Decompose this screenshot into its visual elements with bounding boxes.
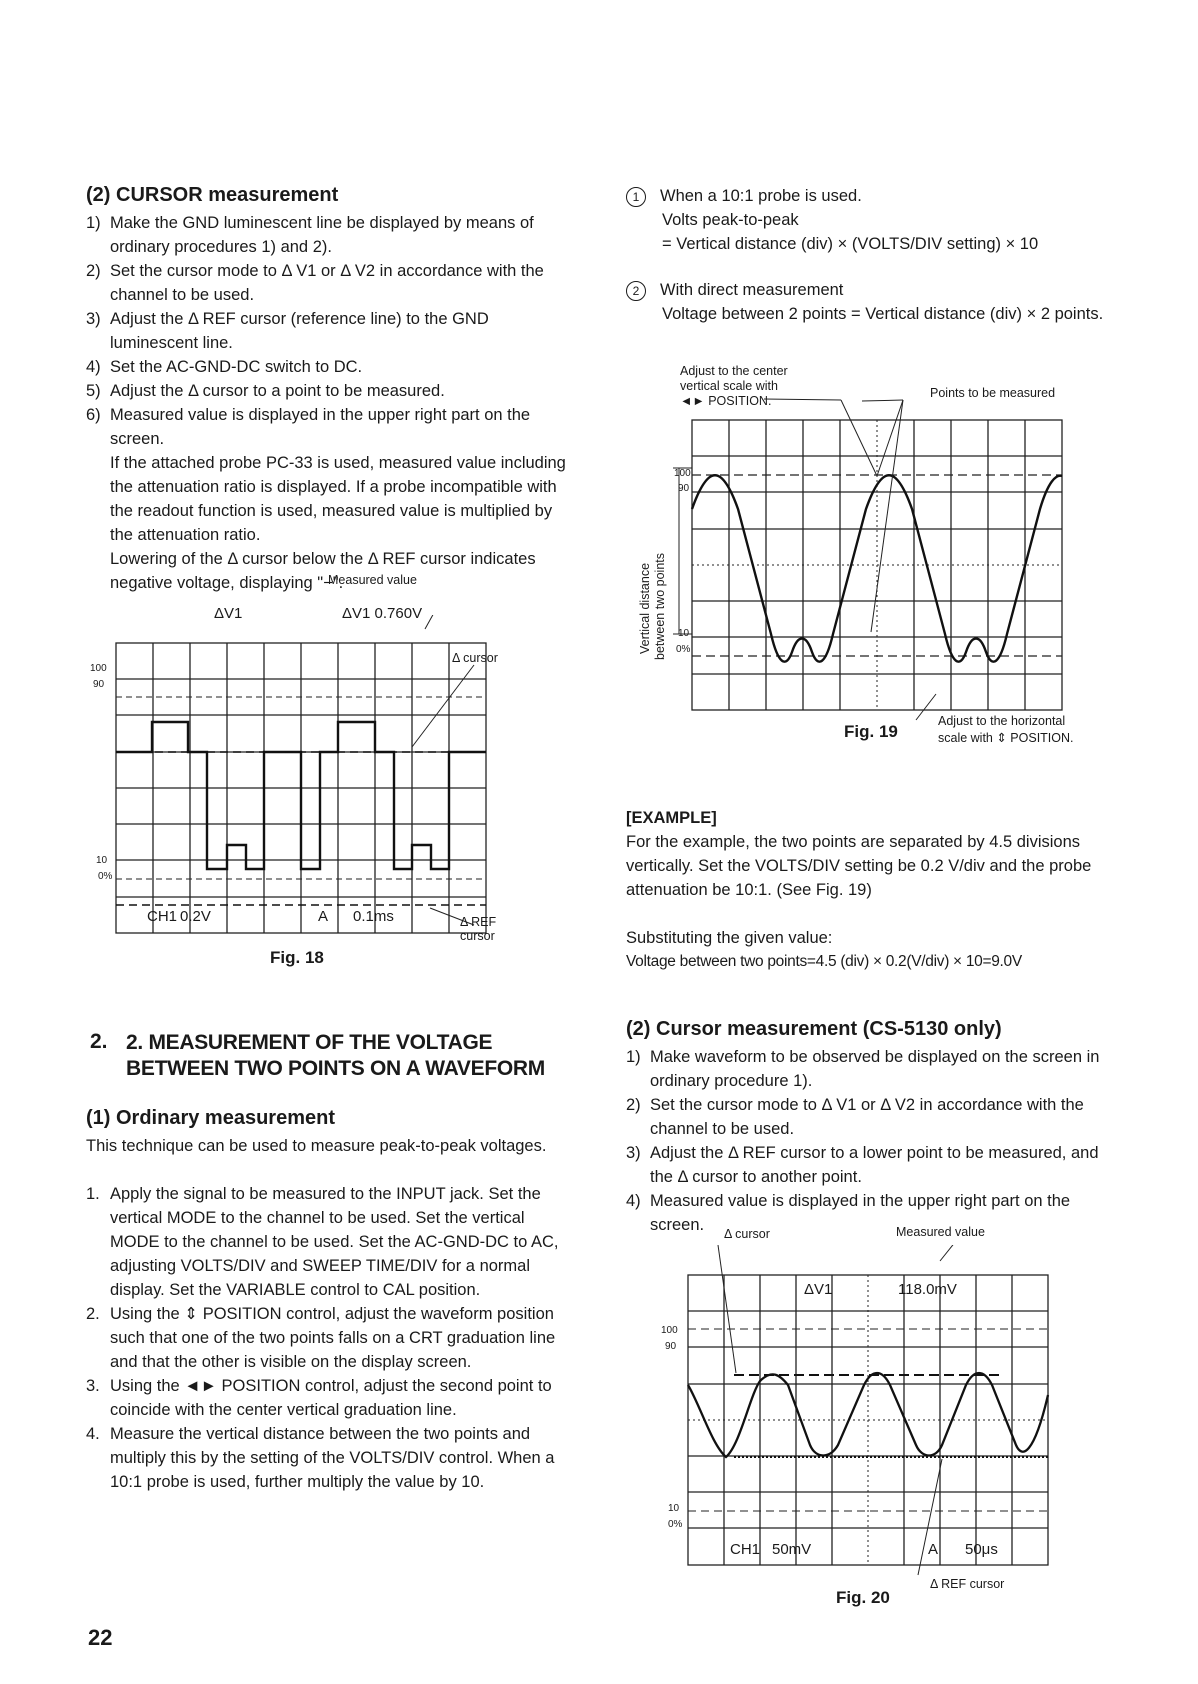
list-item: 4) Measured value is displayed in the upper right part on the screen. xyxy=(626,1192,1071,1234)
fig18 xyxy=(90,573,550,945)
ordinary-measurement-heading: (1) Ordinary measurement xyxy=(86,1107,335,1129)
direct-text: Voltage between 2 points = Vertical distance (div) × 2 points. xyxy=(662,305,1104,323)
fig20-cursor-label: Δ cursor xyxy=(724,1227,770,1241)
probe-note-2: = Vertical distance (div) × (VOLTS/DIV setting) × 10 xyxy=(662,235,1039,253)
fig19-scale-10: 10 xyxy=(678,628,690,639)
probe-note-1: Volts peak-to-peak xyxy=(662,211,799,229)
fig18-dv1-label: ΔV1 xyxy=(214,605,243,622)
fig19-scale-0: 0% xyxy=(676,644,691,655)
section-2-heading: 2. MEASUREMENT OF THE VOLTAGE BETWEEN TWO POINTS ON A WAVEFORM xyxy=(126,1031,545,1080)
fig18-a-value: 0.1ms xyxy=(353,908,394,925)
fig18-readout: ΔV1 0.760V xyxy=(342,605,423,622)
fig20-scale-10: 10 xyxy=(668,1503,680,1514)
fig19-adjust-h-1: Adjust to the horizontal xyxy=(938,714,1066,728)
fig20-measured-value-label: Measured value xyxy=(896,1225,985,1239)
list-item: 2) Set the cursor mode to Δ V1 or Δ V2 in accordance with the channel to be used. xyxy=(626,1096,1084,1138)
fig19-adjust-center-2: vertical scale with xyxy=(680,379,778,393)
example-text: For the example, the two points are separated by 4.5 divisions vertically. Set the VOLTS/DIV setting be 0.2 V/div and the probe attenuation be 10:1. (See Fig. 19) xyxy=(626,833,1092,899)
section-2: 2. 2. MEASUREMENT OF THE VOLTAGE BETWEEN TWO POINTS ON A WAVEFORM xyxy=(90,1030,570,1082)
fig20-ref-cursor-label: Δ REF cursor xyxy=(930,1577,1005,1591)
fig18-ref-cursor-label-2: cursor xyxy=(460,929,495,943)
fig18-scale-0: 0% xyxy=(98,871,113,882)
fig19-scale-100: 100 xyxy=(674,468,691,479)
example-block xyxy=(626,806,1112,974)
substituting-text: Substituting the given value: xyxy=(626,929,833,947)
circle-number-2: 2 xyxy=(626,281,646,301)
list-item: 4) Set the AC-GND-DC switch to DC. xyxy=(86,358,363,376)
fig20-a-label: A xyxy=(928,1541,939,1558)
fig20-caption: Fig. 20 xyxy=(836,1588,890,1607)
fig20-dv1-label: ΔV1 xyxy=(804,1281,833,1298)
list-item: 2. Using the ⇕ POSITION control, adjust the waveform position such that one of the two points falls on a CRT graduation line and that the other is visible on the display screen. xyxy=(86,1305,556,1371)
fig18-a-label: A xyxy=(318,908,329,925)
cursor-cs5130-steps xyxy=(626,1045,1112,1237)
fig20-ch-label: CH1 xyxy=(730,1541,761,1558)
fig20-scale-0: 0% xyxy=(668,1519,683,1530)
fig19-vertical-label-2: between two points xyxy=(653,552,667,660)
fig20 xyxy=(660,1225,1100,1605)
list-item: 3) Adjust the Δ REF cursor to a lower point to be measured, and the Δ cursor to another point. xyxy=(626,1144,1099,1186)
direct-block xyxy=(626,278,1112,326)
fig18-caption: Fig. 18 xyxy=(270,948,324,967)
ordinary-steps-list xyxy=(86,1182,572,1494)
fig18-cursor-label: Δ cursor xyxy=(452,651,498,665)
fig18-scale-90: 90 xyxy=(93,679,105,690)
fig18-scale-10: 10 xyxy=(96,855,108,866)
cursor-cs5130 xyxy=(626,1018,1112,1237)
list-item: 5) Adjust the Δ cursor to a point to be measured. xyxy=(86,382,445,400)
fig20-scale-100: 100 xyxy=(661,1325,678,1336)
fig20-scope-screen xyxy=(660,1245,1100,1605)
fig19-vertical-label-1: Vertical distance xyxy=(638,562,652,654)
example-heading: [EXAMPLE] xyxy=(626,809,717,827)
cursor-measurement-heading: (2) CURSOR measurement xyxy=(86,184,339,206)
ordinary-intro: This technique can be used to measure peak-to-peak voltages. xyxy=(86,1137,547,1155)
probe-note-title: When a 10:1 probe is used. xyxy=(660,187,862,205)
fig20-scale-90: 90 xyxy=(665,1341,677,1352)
circle-number-1: 1 xyxy=(626,187,646,207)
list-item: 2) Set the cursor mode to Δ V1 or Δ V2 in accordance with the channel to be used. xyxy=(86,262,544,304)
fig19-scale-90: 90 xyxy=(678,483,690,494)
list-item: 6) Measured value is displayed in the upper right part on the screen. xyxy=(86,406,531,448)
cursor-steps-list xyxy=(86,211,566,451)
fig18-ch-label: CH1 xyxy=(147,908,178,925)
fig18-scale-100: 100 xyxy=(90,663,107,674)
negative-note: Lowering of the Δ cursor below the Δ REF cursor indicates negative voltage, displaying "−". xyxy=(110,550,536,592)
direct-title: With direct measurement xyxy=(660,281,844,299)
fig19-adjust-h-2: scale with ⇕ POSITION. xyxy=(938,731,1074,745)
ordinary-measurement xyxy=(86,1107,566,1494)
right-column-top xyxy=(626,184,1112,326)
fig18-ch-value: 0.2V xyxy=(180,908,211,925)
list-item: 1) Make the GND luminescent line be displayed by means of ordinary procedures 1) and 2). xyxy=(86,214,534,256)
left-column xyxy=(86,184,566,595)
probe-note: If the attached probe PC-33 is used, measured value including the attenuation ratio is displayed. If a probe incompatible with the readout function is used, measured value is multiplied by the attenuation ratio. xyxy=(110,454,566,544)
fig20-ch-value: 50mV xyxy=(772,1541,812,1558)
probe-note-block xyxy=(626,184,1112,256)
list-item: 1) Make waveform to be observed be displayed on the screen in ordinary procedure 1). xyxy=(626,1048,1100,1090)
fig19-adjust-center-1: Adjust to the center xyxy=(680,364,788,378)
formula-text: Voltage between two points=4.5 (div) × 0.2(V/div) × 10=9.0V xyxy=(626,953,1022,970)
list-item: 4. Measure the vertical distance between the two points and multiply this by the setting of the VOLTS/DIV control. When a 10:1 probe is used, further multiply the value by 10. xyxy=(86,1425,555,1491)
cursor-cs5130-heading: (2) Cursor measurement (CS-5130 only) xyxy=(626,1018,1002,1040)
fig19-scope-screen xyxy=(626,364,1106,754)
fig19-adjust-center-3: ◄► POSITION. xyxy=(680,394,772,408)
page-number: 22 xyxy=(88,1625,113,1650)
list-item: 3. Using the ◄► POSITION control, adjust the second point to coincide with the center vertical graduation line. xyxy=(86,1377,552,1419)
fig18-ref-cursor-label-1: Δ REF xyxy=(460,915,497,929)
fig19-points-label: Points to be measured xyxy=(930,386,1056,400)
fig19 xyxy=(626,364,1106,754)
fig19-caption: Fig. 19 xyxy=(844,722,898,741)
fig18-measured-value-label: Measured value xyxy=(328,573,417,587)
list-item: 1. Apply the signal to be measured to the INPUT jack. Set the vertical MODE to the channel to be used. Set the vertical MODE to the channel to be used. Set the AC-GND-DC to AC, adjusting VOLTS/DIV and SWEEP TIME/DIV for a normal display. Set the VARIABLE control to CAL position. xyxy=(86,1185,559,1299)
fig20-readout: 118.0mV xyxy=(898,1281,957,1298)
fig20-a-value: 50μs xyxy=(965,1541,998,1558)
list-item: 3) Adjust the Δ REF cursor (reference line) to the GND luminescent line. xyxy=(86,310,489,352)
